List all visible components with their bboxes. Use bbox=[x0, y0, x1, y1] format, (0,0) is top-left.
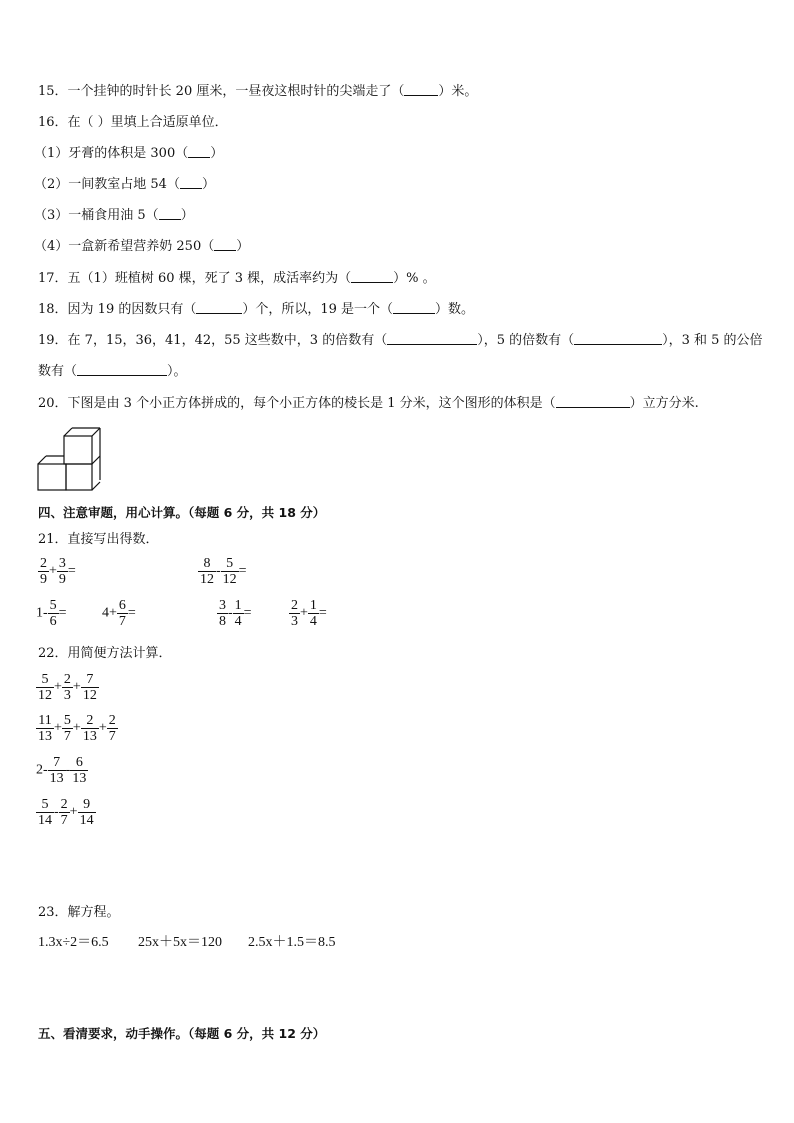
question-17: 17．五（1）班植树 60 棵，死了 3 棵，成活率约为（ ）% 。 bbox=[38, 271, 436, 286]
answer-blank[interactable] bbox=[387, 332, 477, 345]
fraction: $\frac{8}{12}$ bbox=[200, 556, 214, 587]
fraction: $\frac{5}{14}$ bbox=[38, 797, 52, 828]
question-19-continued: 数有（ ）。 bbox=[38, 364, 187, 379]
answer-blank[interactable] bbox=[196, 301, 242, 314]
answer-blank[interactable] bbox=[188, 145, 210, 158]
fraction: $\frac{5}{12}$ bbox=[222, 556, 237, 587]
fraction: $\frac{6}{7}$ bbox=[118, 598, 126, 629]
answer-blank[interactable] bbox=[574, 332, 662, 345]
answer-blank[interactable] bbox=[404, 83, 438, 96]
fraction: $\frac{5}{6}$ bbox=[49, 598, 57, 629]
fraction: $\frac{7}{13}$ bbox=[49, 755, 64, 786]
fraction: $\frac{1}{4}$ bbox=[309, 598, 317, 629]
answer-blank[interactable] bbox=[214, 238, 236, 251]
fraction: $\frac{9}{14}$ bbox=[79, 797, 94, 828]
section-5-heading: 五、看清要求，动手操作。（每题 6 分，共 12 分） bbox=[38, 1026, 326, 1041]
fraction: $\frac{2}{7}$ bbox=[60, 797, 68, 828]
equation: 2.5x＋1.5＝8.5 bbox=[248, 935, 336, 950]
equation: 25x＋5x＝120 bbox=[138, 935, 222, 950]
expression: $\frac{5}{14}$ - $\frac{2}{7}$ + $\frac{9}{14}$ bbox=[38, 797, 94, 828]
question-16-item: （4）一盒新希望营养奶 250（ ） bbox=[34, 239, 250, 254]
equation: 1.3x÷2＝6.5 bbox=[38, 935, 109, 950]
fraction: $\frac{7}{12}$ bbox=[82, 672, 97, 703]
cubes-figure bbox=[34, 424, 106, 494]
question-23-title: 23．解方程。 bbox=[38, 905, 120, 920]
fraction: $\frac{1}{4}$ bbox=[234, 598, 242, 629]
answer-blank[interactable] bbox=[393, 301, 435, 314]
question-18: 18．因为 19 的因数只有（ ）个，所以，19 是一个（ ）数。 bbox=[38, 302, 475, 317]
expression: $\frac{3}{8}$ - $\frac{1}{4}$ = bbox=[219, 598, 252, 629]
fraction: $\frac{5}{12}$ bbox=[38, 672, 52, 703]
answer-blank[interactable] bbox=[351, 270, 393, 283]
fraction: $\frac{2}{13}$ bbox=[82, 713, 97, 744]
fraction: $\frac{2}{3}$ bbox=[291, 598, 298, 629]
fraction: $\frac{3}{8}$ bbox=[219, 598, 226, 629]
question-15: 15．一个挂钟的时针长 20 厘米，一昼夜这根时针的尖端走了（ ）米。 bbox=[38, 84, 478, 99]
expression: $\frac{8}{12}$ - $\frac{5}{12}$ = bbox=[200, 556, 247, 587]
fraction: $\frac{6}{13}$ bbox=[72, 755, 87, 786]
fraction: $\frac{3}{9}$ bbox=[58, 556, 66, 587]
question-16-title: 16．在（ ）里填上合适原单位． bbox=[38, 115, 228, 130]
answer-blank[interactable] bbox=[180, 176, 202, 189]
expression: $\frac{2}{3}$ + $\frac{1}{4}$ = bbox=[291, 598, 327, 629]
expression: $\frac{11}{13}$ + $\frac{5}{7}$ + $\frac{2}{13}$ + $\frac{2}{7}$ bbox=[38, 713, 116, 744]
question-21-title: 21．直接写出得数． bbox=[38, 532, 159, 547]
question-19: 19．在 7，15，36，41，42，55 这些数中，3 的倍数有（ ），5 的倍数有（ ），3 和 5 的公倍 bbox=[38, 333, 763, 348]
expression: $\frac{5}{12}$ + $\frac{2}{3}$ + $\frac{7}{12}$ bbox=[38, 672, 97, 703]
fraction: $\frac{2}{7}$ bbox=[108, 713, 116, 744]
answer-blank[interactable] bbox=[556, 395, 630, 408]
question-16-item: （1）牙膏的体积是 300（ ） bbox=[34, 146, 224, 161]
question-22-title: 22．用简便方法计算． bbox=[38, 646, 172, 661]
expression: 4+ $\frac{6}{7}$ = bbox=[102, 598, 136, 629]
question-16-item: （2）一间教室占地 54（ ） bbox=[34, 177, 215, 192]
fraction: $\frac{5}{7}$ bbox=[63, 713, 71, 744]
answer-blank[interactable] bbox=[159, 207, 181, 220]
section-4-heading: 四、注意审题，用心计算。（每题 6 分，共 18 分） bbox=[38, 505, 326, 520]
answer-blank[interactable] bbox=[77, 363, 167, 376]
expression: $\frac{2}{9}$ + $\frac{3}{9}$ = bbox=[40, 556, 76, 587]
question-20: 20．下图是由 3 个小正方体拼成的，每个小正方体的棱长是 1 分米，这个图形的体积是（ ）立方分米. bbox=[38, 396, 699, 411]
fraction: $\frac{2}{3}$ bbox=[63, 672, 71, 703]
expression: 2- $\frac{7}{13}$ - $\frac{6}{13}$ bbox=[36, 755, 87, 786]
question-16-item: （3）一桶食用油 5（ ） bbox=[34, 208, 194, 223]
fraction: $\frac{11}{13}$ bbox=[38, 713, 52, 744]
expression: 1- $\frac{5}{6}$ = bbox=[36, 598, 67, 629]
fraction: $\frac{2}{9}$ bbox=[40, 556, 47, 587]
